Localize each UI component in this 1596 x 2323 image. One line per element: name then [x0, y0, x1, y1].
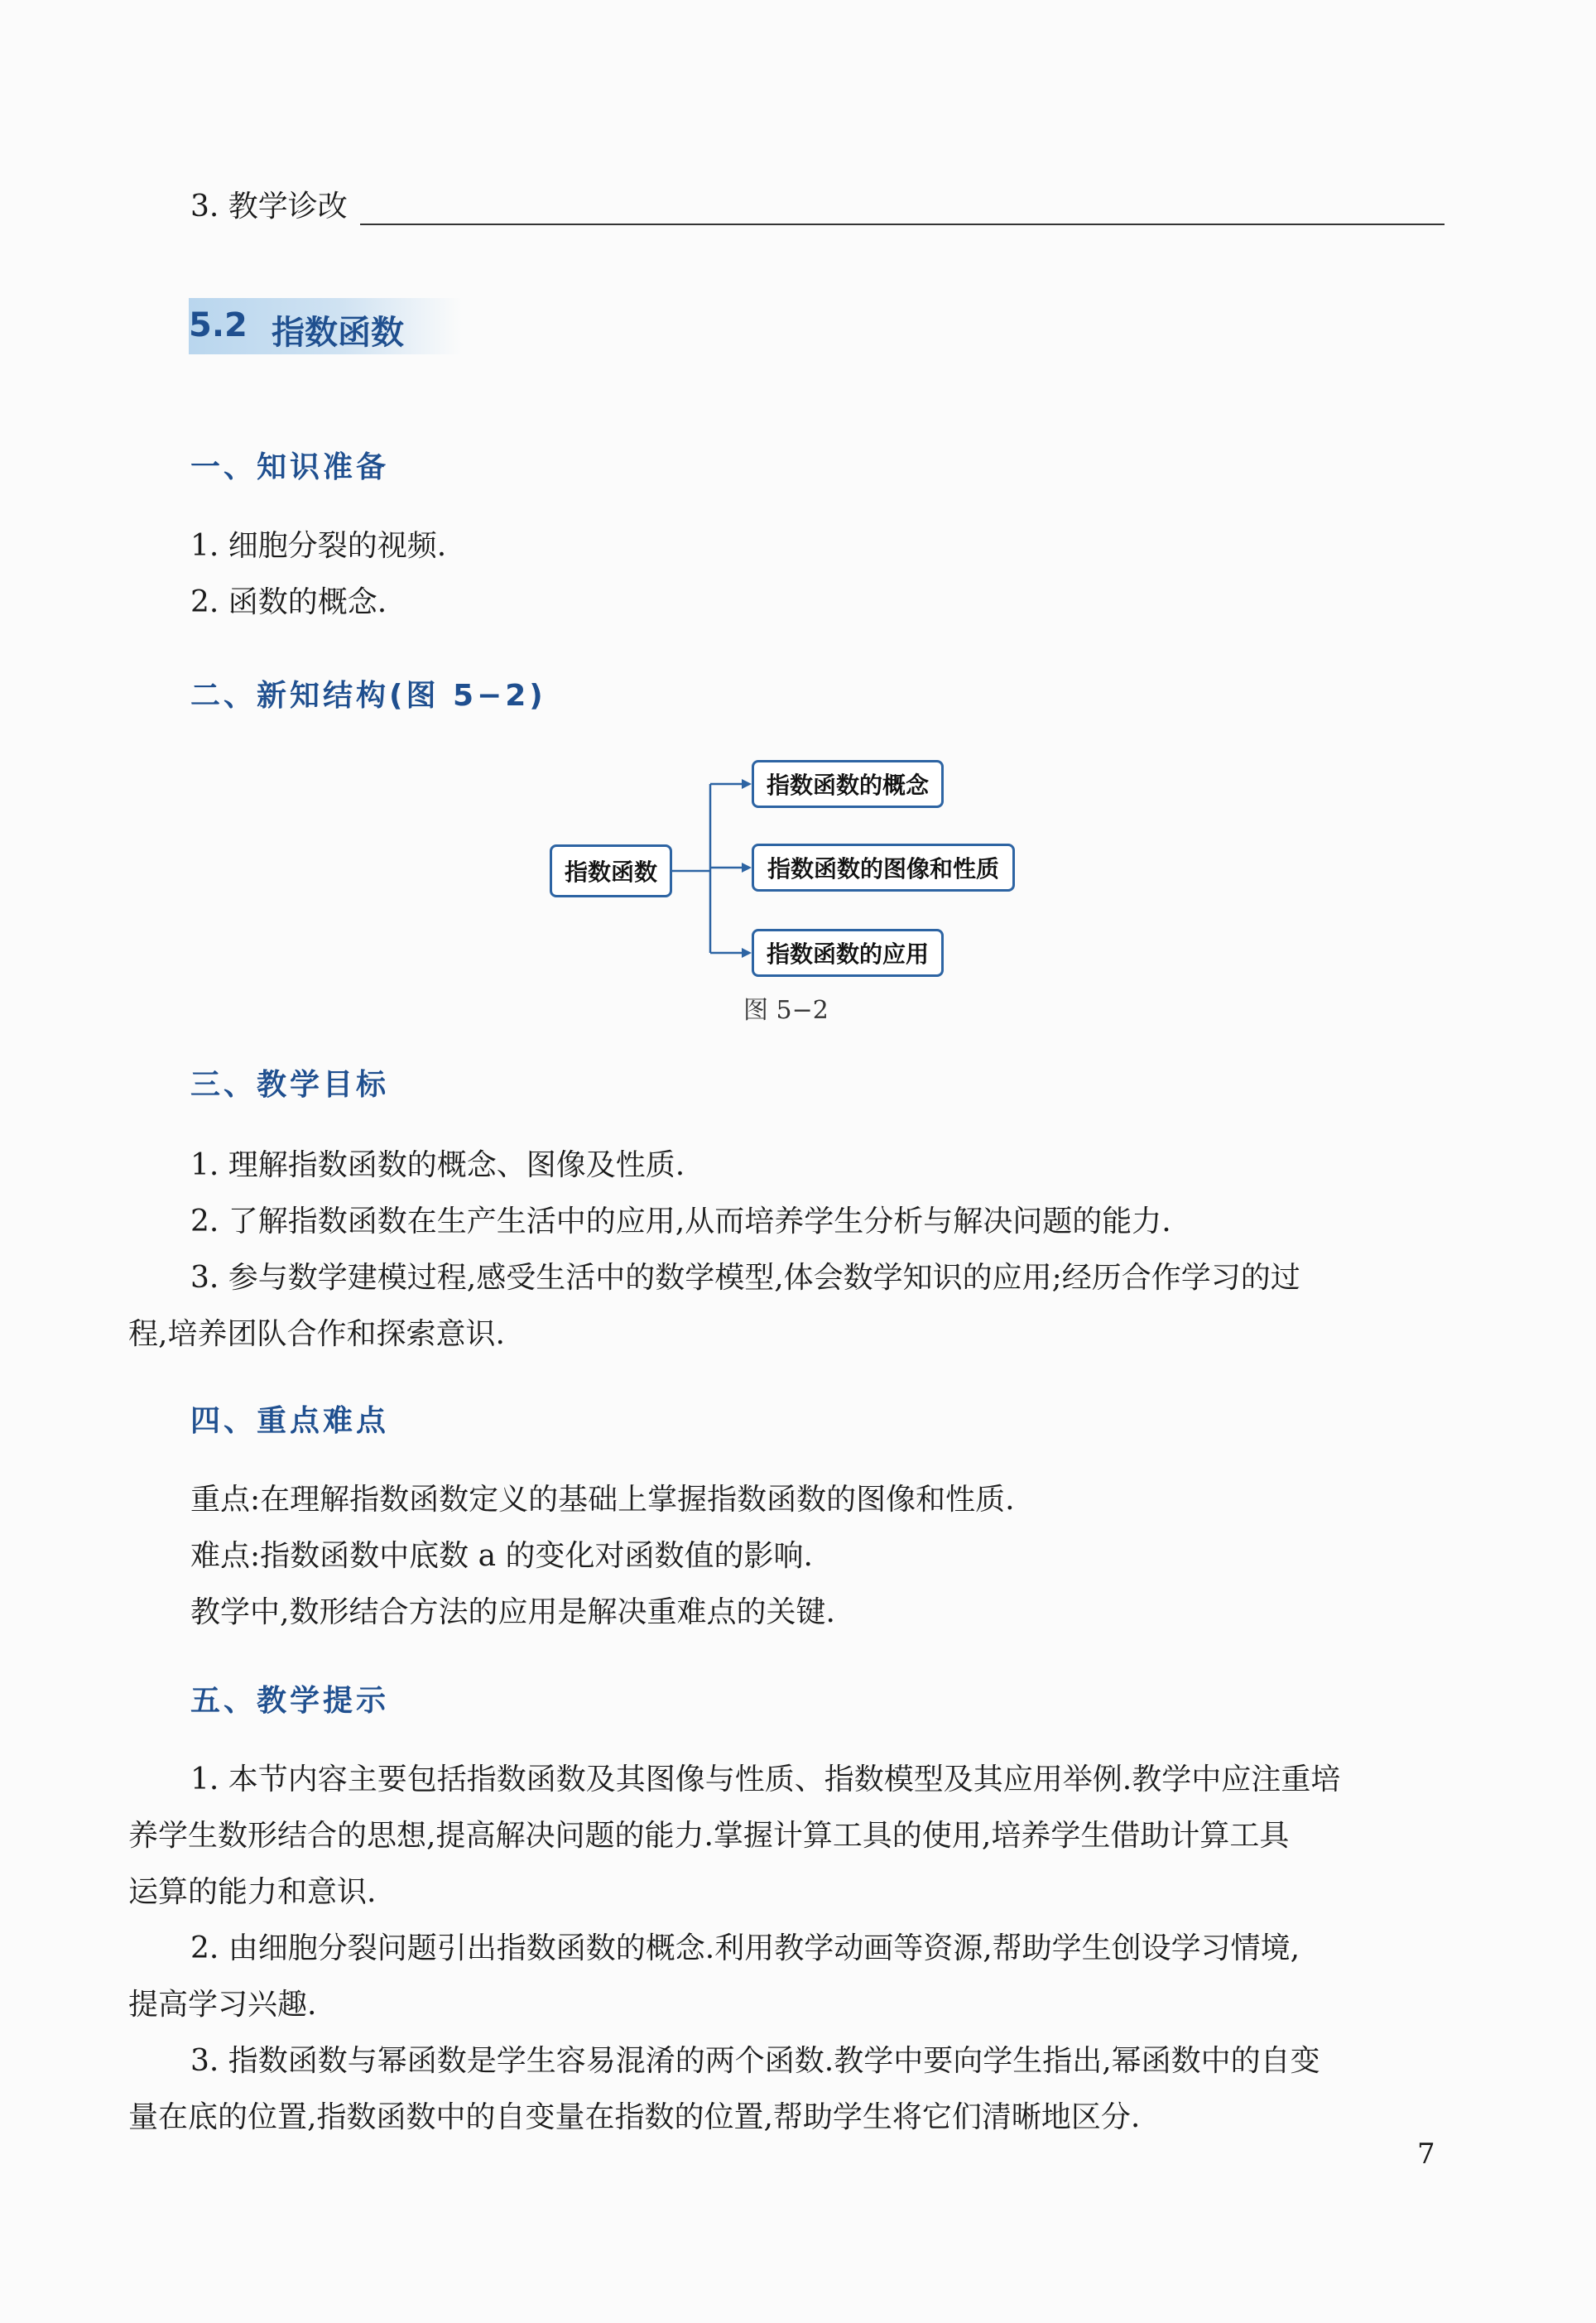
page-number: 7 [1417, 2138, 1435, 2171]
diagram-root-node: 指数函数 [550, 844, 672, 897]
goal-2: 2. 了解指数函数在生产生活中的应用,从而培养学生分析与解决问题的能力. [190, 1205, 1171, 1238]
heading-teaching-goals: 三、教学目标 [190, 1068, 390, 1102]
tip-3-line-2: 量在底的位置,指数函数中的自变量在指数的位置,帮助学生将它们清晰地区分. [128, 2100, 1141, 2134]
tip-1-line-1: 1. 本节内容主要包括指数函数及其图像与性质、指数模型及其应用举例.教学中应注重培 [190, 1763, 1341, 1796]
diagram-node-application: 指数函数的应用 [752, 929, 944, 977]
prep-item-1: 1. 细胞分裂的视频. [190, 529, 447, 563]
tip-2-line-1: 2. 由细胞分裂问题引出指数函数的概念.利用教学动画等资源,帮助学生创设学习情境, [190, 1931, 1300, 1965]
diagram-node-graph-properties: 指数函数的图像和性质 [752, 844, 1015, 892]
key-method: 教学中,数形结合方法的应用是解决重难点的关键. [190, 1595, 835, 1629]
tip-1-line-3: 运算的能力和意识. [128, 1875, 377, 1909]
tip-1-line-2: 养学生数形结合的思想,提高解决问题的能力.掌握计算工具的使用,培养学生借助计算工具 [128, 1819, 1290, 1853]
section-number: 5.2 [189, 306, 248, 344]
key-point: 重点:在理解指数函数定义的基础上掌握指数函数的图像和性质. [190, 1483, 1015, 1517]
structure-diagram-connectors [0, 0, 1596, 1076]
goal-1: 1. 理解指数函数的概念、图像及性质. [190, 1148, 685, 1182]
heading-key-points: 四、重点难点 [190, 1404, 390, 1438]
tip-3-line-1: 3. 指数函数与幂函数是学生容易混淆的两个函数.教学中要向学生指出,幂函数中的自变 [190, 2044, 1320, 2078]
heading-knowledge-prep: 一、知识准备 [190, 450, 390, 484]
heading-teaching-tips: 五、教学提示 [190, 1684, 390, 1718]
prep-item-2: 2. 函数的概念. [190, 585, 387, 619]
teaching-diagnosis-item: 3. 教学诊改 [190, 190, 348, 224]
heading-structure: 二、新知结构(图 5−2) [190, 679, 546, 713]
tip-2-line-2: 提高学习兴趣. [128, 1988, 317, 2022]
difficult-point: 难点:指数函数中底数 a 的变化对函数值的影响. [190, 1539, 813, 1573]
goal-3-line-2: 程,培养团队合作和探索意识. [128, 1317, 505, 1351]
diagram-node-concept: 指数函数的概念 [752, 760, 944, 808]
goal-3-line-1: 3. 参与数学建模过程,感受生活中的数学模型,体会数学知识的应用;经历合作学习的过 [190, 1261, 1300, 1295]
figure-caption: 图 5−2 [743, 996, 829, 1025]
section-title: 指数函数 [272, 314, 404, 352]
